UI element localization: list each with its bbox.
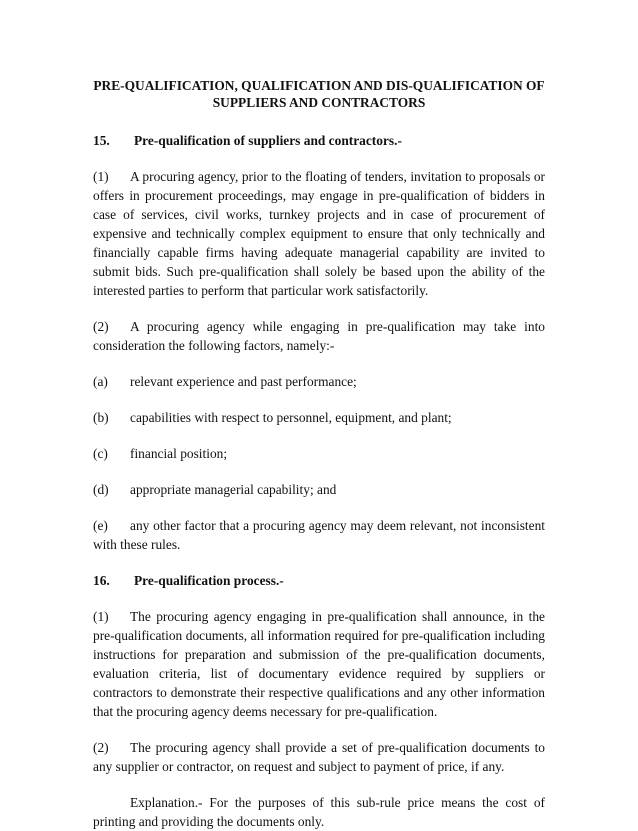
para-number: (2)	[93, 740, 109, 755]
title-line-1: PRE-QUALIFICATION, QUALIFICATION AND DIS-QUALIFICATION OF	[93, 78, 545, 93]
item-text: capabilities with respect to personnel, equipment, and plant;	[130, 410, 452, 425]
para-number: (1)	[93, 169, 109, 184]
item-label: (c)	[93, 446, 108, 461]
para-text: The procuring agency engaging in pre-qualification shall announce, in the pre-qualification documents, all information required for pre-qualification including instructions for preparation and submission of the pre-qualification documents, evaluation criteria, list of documentary evidence required by suppliers or contractors to demonstrate their respective qualifications and any other information that the procuring agency deems necessary for pre-qualification.	[93, 609, 545, 719]
item-label: (b)	[93, 410, 109, 425]
item-label: (d)	[93, 482, 109, 497]
para-text: A procuring agency while engaging in pre-qualification may take into consideration the following factors, namely:-	[93, 319, 545, 353]
document-title	[93, 77, 545, 111]
para-number: (2)	[93, 319, 109, 334]
section-16-para-1	[93, 607, 545, 721]
section-number: 16.	[93, 573, 110, 588]
item-text: any other factor that a procuring agency may deem relevant, not inconsistent with these rules.	[93, 518, 545, 552]
section-title: Pre-qualification of suppliers and contractors.-	[134, 133, 402, 148]
section-15-heading	[93, 131, 545, 150]
para-text: A procuring agency, prior to the floating of tenders, invitation to proposals or offers in procurement proceedings, may engage in pre-qualification of bidders in case of services, civil works, turnkey projects and in case of procurement of expensive and technically complex equipment to ensure that only technically and financially capable firms having adequate managerial capability are invited to submit bids. Such pre-qualification shall solely be based upon the ability of the interested parties to perform that particular work satisfactorily.	[93, 169, 545, 298]
section-number: 15.	[93, 133, 110, 148]
item-label: (a)	[93, 374, 108, 389]
section-title: Pre-qualification process.-	[134, 573, 284, 588]
section-15-para-1	[93, 167, 545, 300]
list-item	[93, 444, 545, 463]
para-number: (1)	[93, 609, 109, 624]
list-item	[93, 480, 545, 499]
item-text: relevant experience and past performance;	[130, 374, 357, 389]
item-text: financial position;	[130, 446, 228, 461]
explanation: Explanation.- For the purposes of this sub-rule price means the cost of printing and providing the documents only.	[93, 795, 545, 829]
section-16-heading	[93, 571, 545, 590]
item-text: appropriate managerial capability; and	[130, 482, 337, 497]
section-15-para-2	[93, 317, 545, 355]
list-item-e	[93, 516, 545, 554]
list-item	[93, 372, 545, 391]
para-text: The procuring agency shall provide a set of pre-qualification documents to any supplier or contractor, on request and subject to payment of price, if any.	[93, 740, 545, 774]
document-page	[93, 77, 545, 831]
list-item	[93, 408, 545, 427]
item-label: (e)	[93, 518, 108, 533]
section-16-para-2	[93, 738, 545, 776]
title-line-2: SUPPLIERS AND CONTRACTORS	[212, 95, 426, 110]
